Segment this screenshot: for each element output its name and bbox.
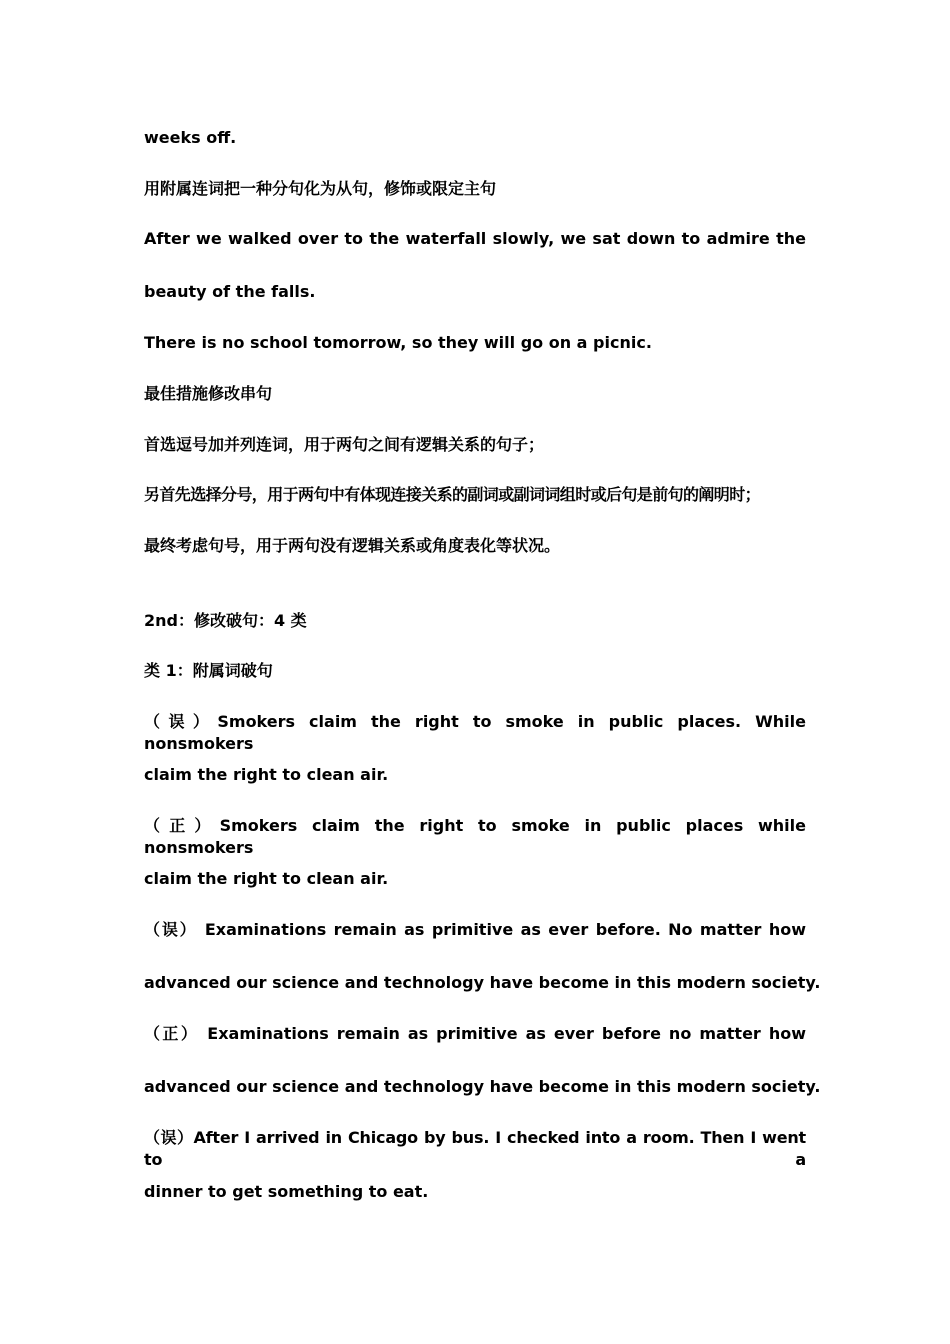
text-line: beauty of the falls. [144, 282, 316, 301]
text-line: （正）Smokers claim the right to smoke in public places while nonsmokers [144, 816, 806, 857]
text-line: （误）Smokers claim the right to smoke in public places. While nonsmokers [144, 712, 806, 753]
text-line: （误）After I arrived in Chicago by bus. I checked into a room. Then I went to a [144, 1128, 806, 1169]
text-line: claim the right to clean air. [144, 869, 389, 888]
text-line: 用附属连词把一种分句化为从句，修饰或限定主句 [144, 179, 497, 198]
text-line: claim the right to clean air. [144, 765, 389, 784]
text-line: （正） Examinations remain as primitive as ever before no matter how [144, 1024, 806, 1043]
text-line: There is no school tomorrow, so they will go on a picnic. [144, 333, 652, 352]
subsection-heading: 类 1：附属词破句 [144, 661, 273, 680]
text-line: advanced our science and technology have become in this modern society. [144, 1077, 821, 1096]
text-line: 另首先选择分号，用于两句中有体现连接关系的副词或副词词组时或后句是前句的阐明时； [144, 485, 761, 504]
text-line: After we walked over to the waterfall slowly, we sat down to admire the [144, 229, 806, 248]
document-page [144, 0, 821, 1344]
text-line: advanced our science and technology have become in this modern society. [144, 973, 821, 992]
text-line: （误） Examinations remain as primitive as ever before. No matter how [144, 920, 806, 939]
text-line: 最佳措施修改串句 [144, 384, 273, 403]
section-heading: 2nd：修改破句：4 类 [144, 611, 307, 630]
text-line: 最终考虑句号，用于两句没有逻辑关系或角度表化等状况。 [144, 536, 561, 555]
text-line: 首选逗号加并列连词，用于两句之间有逻辑关系的句子； [144, 435, 545, 454]
text-line: dinner to get something to eat. [144, 1182, 429, 1201]
text-line: weeks off. [144, 128, 237, 147]
